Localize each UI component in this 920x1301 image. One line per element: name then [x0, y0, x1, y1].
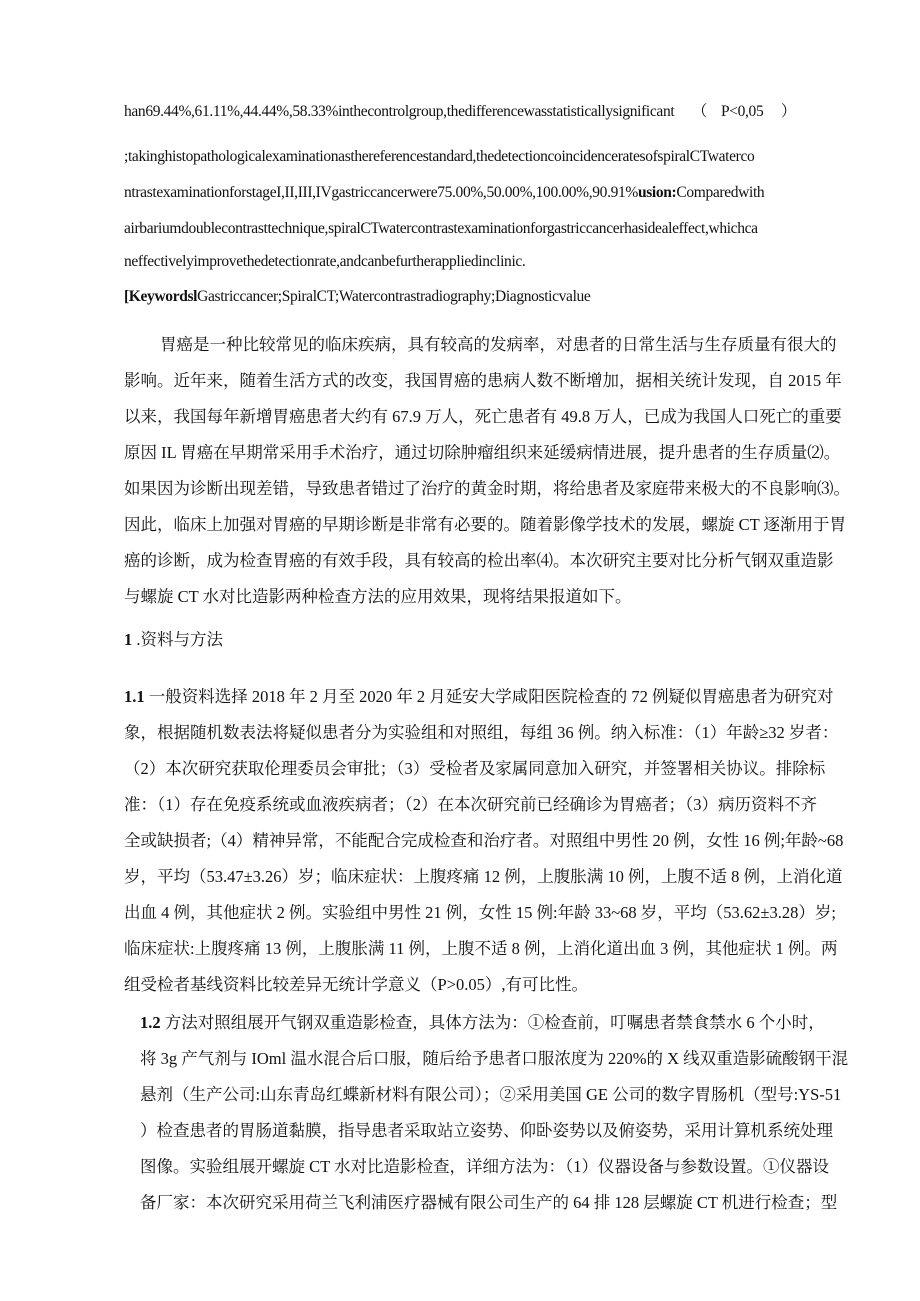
s11-line: 岁，平均（53.47±3.26）岁；临床症状：上腹疼痛 12 例，上腹胀满 10 例，上腹不适 8 例，上消化道 [124, 867, 843, 886]
conclusion-label: usion: [637, 184, 677, 201]
abstract-line: neffectivelyimprovethedetectionrate,andcanbefurtherappliedinclinic. [124, 253, 526, 270]
section-title: .资料与方法 [132, 630, 223, 649]
s11-line: 出血 4 例，其他症状 2 例。实验组中男性 21 例，女性 15 例:年龄 33~68 岁，平均（53.62±3.28）岁; [124, 903, 836, 922]
s12-line [140, 1013, 825, 1033]
s11-line: 组受检者基线资料比较差异无统计学意义（P>0.05）,有可比性。 [124, 975, 588, 994]
s11-line [124, 687, 834, 707]
s11-line: 临床症状:上腹疼痛 13 例，上腹胀满 11 例，上腹不适 8 例，上消化道出血 3 例，其他症状 1 例。两 [124, 939, 838, 958]
intro-line: 与螺旋 CT 水对比造影两种检查方法的应用效果，现将结果报道如下。 [124, 587, 632, 606]
s11-line: 准：（1）存在免疫系统或血液疾病者；（2）在本次研究前已经确诊为胃癌者；（3）病历资料不齐 [124, 795, 817, 814]
s11-line: 全或缺损者;（4）精神异常，不能配合完成检查和治疗者。对照组中男性 20 例，女性 16 例;年龄~68 [124, 831, 844, 850]
subsection-number: 1.2 [140, 1013, 161, 1032]
s12-line: 图像。实验组展开螺旋 CT 水对比造影检查，详细方法为：（1）仪器设备与参数设置。①仪器设 [140, 1157, 830, 1176]
abstract-line: airbariumdoublecontrasttechnique,spiralCTwatercontrastexaminationforgastriccancerhasidealeffect,whichca [124, 220, 758, 237]
intro-line: 如果因为诊断出现差错，导致患者错过了治疗的黄金时期，将给患者及家庭带来极大的不良影响⑶。 [124, 479, 850, 498]
keywords-text: Gastriccancer;SpiralCT;Watercontrastradiography;Diagnosticvalue [197, 288, 591, 305]
s11-line: （2）本次研究获取伦理委员会审批；（3）受检者及家属同意加入研究，并签署相关协议。排除标 [124, 759, 826, 778]
s11-text: 一般资料选择 2018 年 2 月至 2020 年 2 月延安大学咸阳医院检查的 72 例疑似胃癌患者为研究对 [144, 687, 834, 706]
intro-line: 以来，我国每年新增胃癌患者大约有 67.9 万人，死亡患者有 49.8 万人，已成为我国人口死亡的重要 [124, 407, 842, 426]
subsection-number: 1.1 [124, 687, 145, 706]
section-heading [124, 630, 796, 650]
s12-text: 方法对照组展开气钢双重造影检查，具体方法为：①检查前，叮嘱患者禁食禁水 6 个小时， [160, 1013, 825, 1032]
intro-line: 影响。近年来，随着生活方式的改变，我国胃癌的患病人数不断增加，据相关统计发现，自 2015 年 [124, 371, 842, 390]
abstract-line: han69.44%,61.11%,44.44%,58.33%inthecontrolgroup,thedifferencewasstatisticallysignificant （P<0,05 ） [124, 103, 796, 120]
s11-line: 象，根据随机数表法将疑似患者分为实验组和对照组，每组 36 例。纳入标准：（1）年龄≥32 岁者： [124, 723, 839, 742]
intro-line: 因此，临床上加强对胃癌的早期诊断是非常有必要的。随着影像学技术的发展，螺旋 CT 逐渐用于胃 [124, 515, 847, 534]
s12-line: 悬剂（生产公司:山东青岛红蝶新材料有限公司）；②采用美国 GE 公司的数字胃肠机（型号:YS-51 [140, 1085, 842, 1104]
intro-line: 癌的诊断，成为检查胃癌的有效手段，具有较高的检出率⑷。本次研究主要对比分析气钢双重造影 [124, 551, 834, 570]
conclusion-text: Comparedwith [676, 184, 765, 201]
intro-line: 原因 IL 胃癌在早期常采用手术治疗，通过切除肿瘤组织来延缓病情进展，提升患者的生存质量⑵。 [124, 443, 841, 462]
section-number: 1 [124, 630, 133, 649]
s12-line: ）检查患者的胃肠道黏膜，指导患者采取站立姿势、仰卧姿势以及俯姿势，采用计算机系统处理 [140, 1121, 833, 1140]
keywords-line [124, 287, 796, 307]
abstract-line-text: ntrastexaminationforstageI,II,III,IVgastriccancerwere75.00%,50.00%,100.00%,90.91% [124, 184, 638, 201]
intro-line: 胃癌是一种比较常见的临床疾病，具有较高的发病率，对患者的日常生活与生存质量有很大的 [160, 335, 837, 354]
abstract-line [124, 183, 796, 203]
s12-line: 将 3g 产气剂与 IOml 温水混合后口服，随后给予患者口服浓度为 220%的 X 线双重造影硫酸钢干混 [140, 1049, 849, 1068]
keywords-label: [Keywordsl [124, 288, 198, 305]
s12-line: 备厂家：本次研究采用荷兰飞利浦医疗器械有限公司生产的 64 排 128 层螺旋 CT 机进行检查；型 [140, 1193, 838, 1212]
abstract-line: ;takinghistopathologicalexaminationasthereferencestandard,thedetectioncoincidenceratesofspiralCTwaterco [124, 148, 755, 165]
